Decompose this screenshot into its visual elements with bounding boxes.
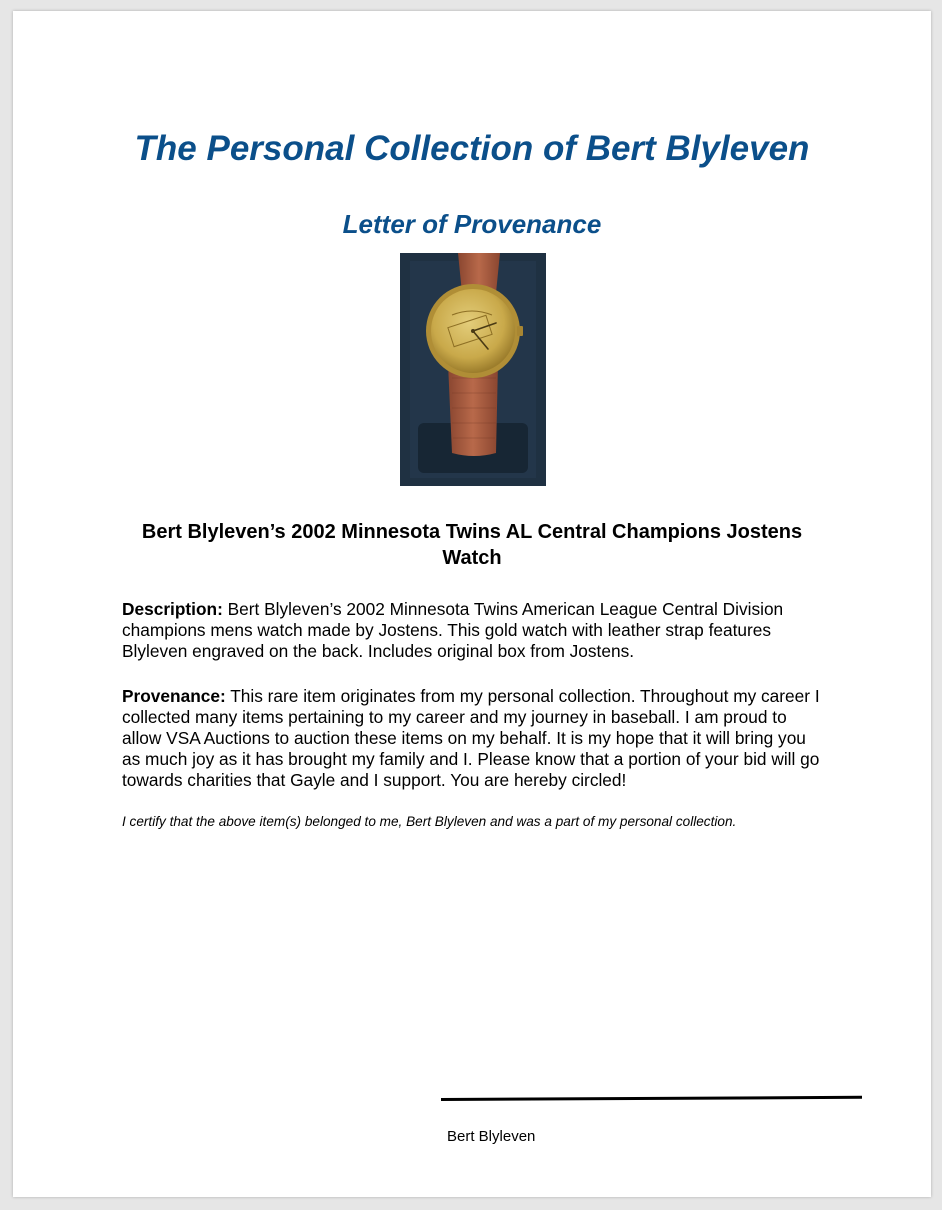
item-title: Bert Blyleven’s 2002 Minnesota Twins AL Central Champions Jostens Watch <box>141 521 803 569</box>
description-paragraph <box>122 599 827 662</box>
document-title: The Personal Collection of Bert Blyleven <box>134 129 810 168</box>
provenance-paragraph <box>122 686 827 791</box>
document-subtitle: Letter of Provenance <box>342 209 602 239</box>
provenance-label: Provenance: <box>122 686 226 706</box>
certification-statement: I certify that the above item(s) belonged to me, Bert Blyleven and was a part of my personal collection. <box>122 814 737 829</box>
description-label: Description: <box>122 599 223 619</box>
watch-photo <box>400 253 546 486</box>
description-text: Bert Blyleven’s 2002 Minnesota Twins American League Central Division champions mens watch made by Jostens. This gold watch with leather strap features Blyleven engraved on the back. Includes original box from Jostens. <box>122 599 784 661</box>
document-page <box>13 11 931 1197</box>
signature-name: Bert Blyleven <box>447 1128 536 1145</box>
signature-line <box>441 1096 862 1101</box>
provenance-text: This rare item originates from my personal collection. Throughout my career I collected many items pertaining to my career and my journey in baseball. I am proud to allow VSA Auctions to auction these items on my behalf. It is my hope that it will bring you as much joy as it has brought my family and I. Please know that a portion of your bid will go towards charities that Gayle and I support. You are hereby circled! <box>122 686 820 790</box>
